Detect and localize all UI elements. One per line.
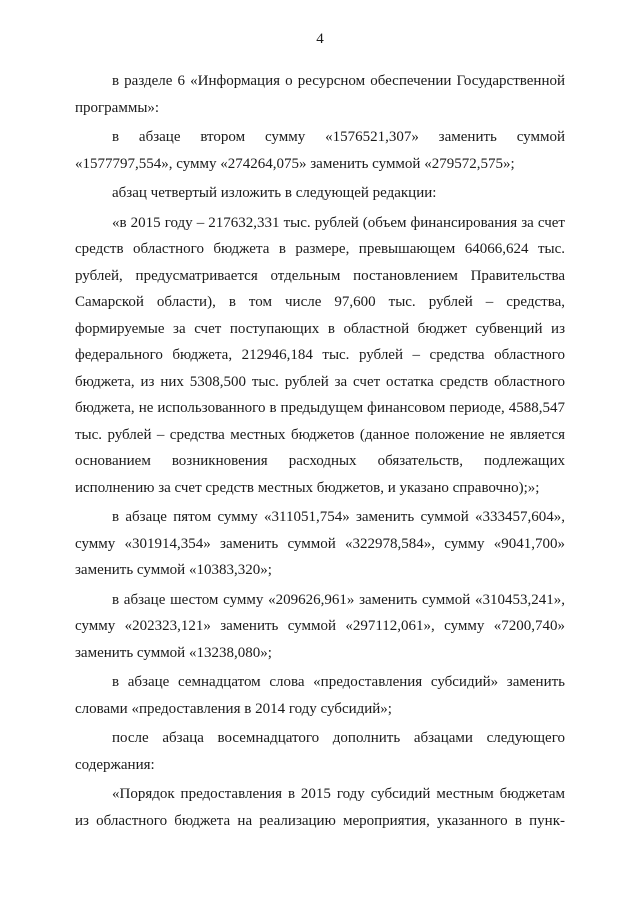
paragraph-abzac-shestom: в абзаце шестом сумму «209626,961» заменить суммой «310453,241», сумму «202323,121» заменить суммой «297112,061», сумму «7200,740» заменить суммой «13238,080»; (75, 591, 565, 661)
page-number: 4 (316, 31, 324, 47)
paragraph-section-6-intro: в разделе 6 «Информация о ресурсном обеспечении Государственной программы»: (75, 73, 565, 116)
paragraph-abzac-vtorom: в абзаце втором сумму «1576521,307» заменить суммой «1577797,554», сумму «274264,075» заменить суммой «279572,575»; (75, 129, 565, 172)
paragraph-new-edition-2015: «в 2015 году – 217632,331 тыс. рублей (объем финансирования за счет средств областного бюджета в размере, превышающем 64066,624 тыс. рублей, предусматривается отдельным постановлением Правительства Самарской области), в том числе 97,600 тыс. рублей – средства, формируемые за счет поступающих в областной бюджет субвенций из федерального бюджета, 212946,184 тыс. рублей – средства областного бюджета, из них 5308,500 тыс. рублей за счет остатка средств областного бюджета, не использованного в предыдущем финансовом периоде, 4588,547 тыс. рублей – средства местных бюджетов (данное положение не является основанием возникновения расходных обязательств, подлежащих исполнению за счет средств местных бюджетов, и указано справочно);»; (75, 214, 565, 496)
paragraph-posle-abzaca: после абзаца восемнадцатого дополнить абзацами следующего содержания: (75, 730, 565, 773)
paragraph-abzac-semnadcatom: в абзаце семнадцатом слова «предоставления субсидий» заменить словами «предоставления в 2014 году субсидий»; (75, 674, 565, 717)
paragraph-abzac-pyatom: в абзаце пятом сумму «311051,754» заменить суммой «333457,604», сумму «301914,354» заменить суммой «322978,584», сумму «9041,700» заменить суммой «10383,320»; (75, 509, 565, 578)
document-body (75, 68, 565, 837)
paragraph-abzac-chetvertyi: абзац четвертый изложить в следующей редакции: (112, 185, 437, 201)
paragraph-poryadok-2015: «Порядок предоставления в 2015 году субсидий местным бюджетам из областного бюджета на реализацию мероприятия, указанного в пунк- (75, 786, 565, 829)
